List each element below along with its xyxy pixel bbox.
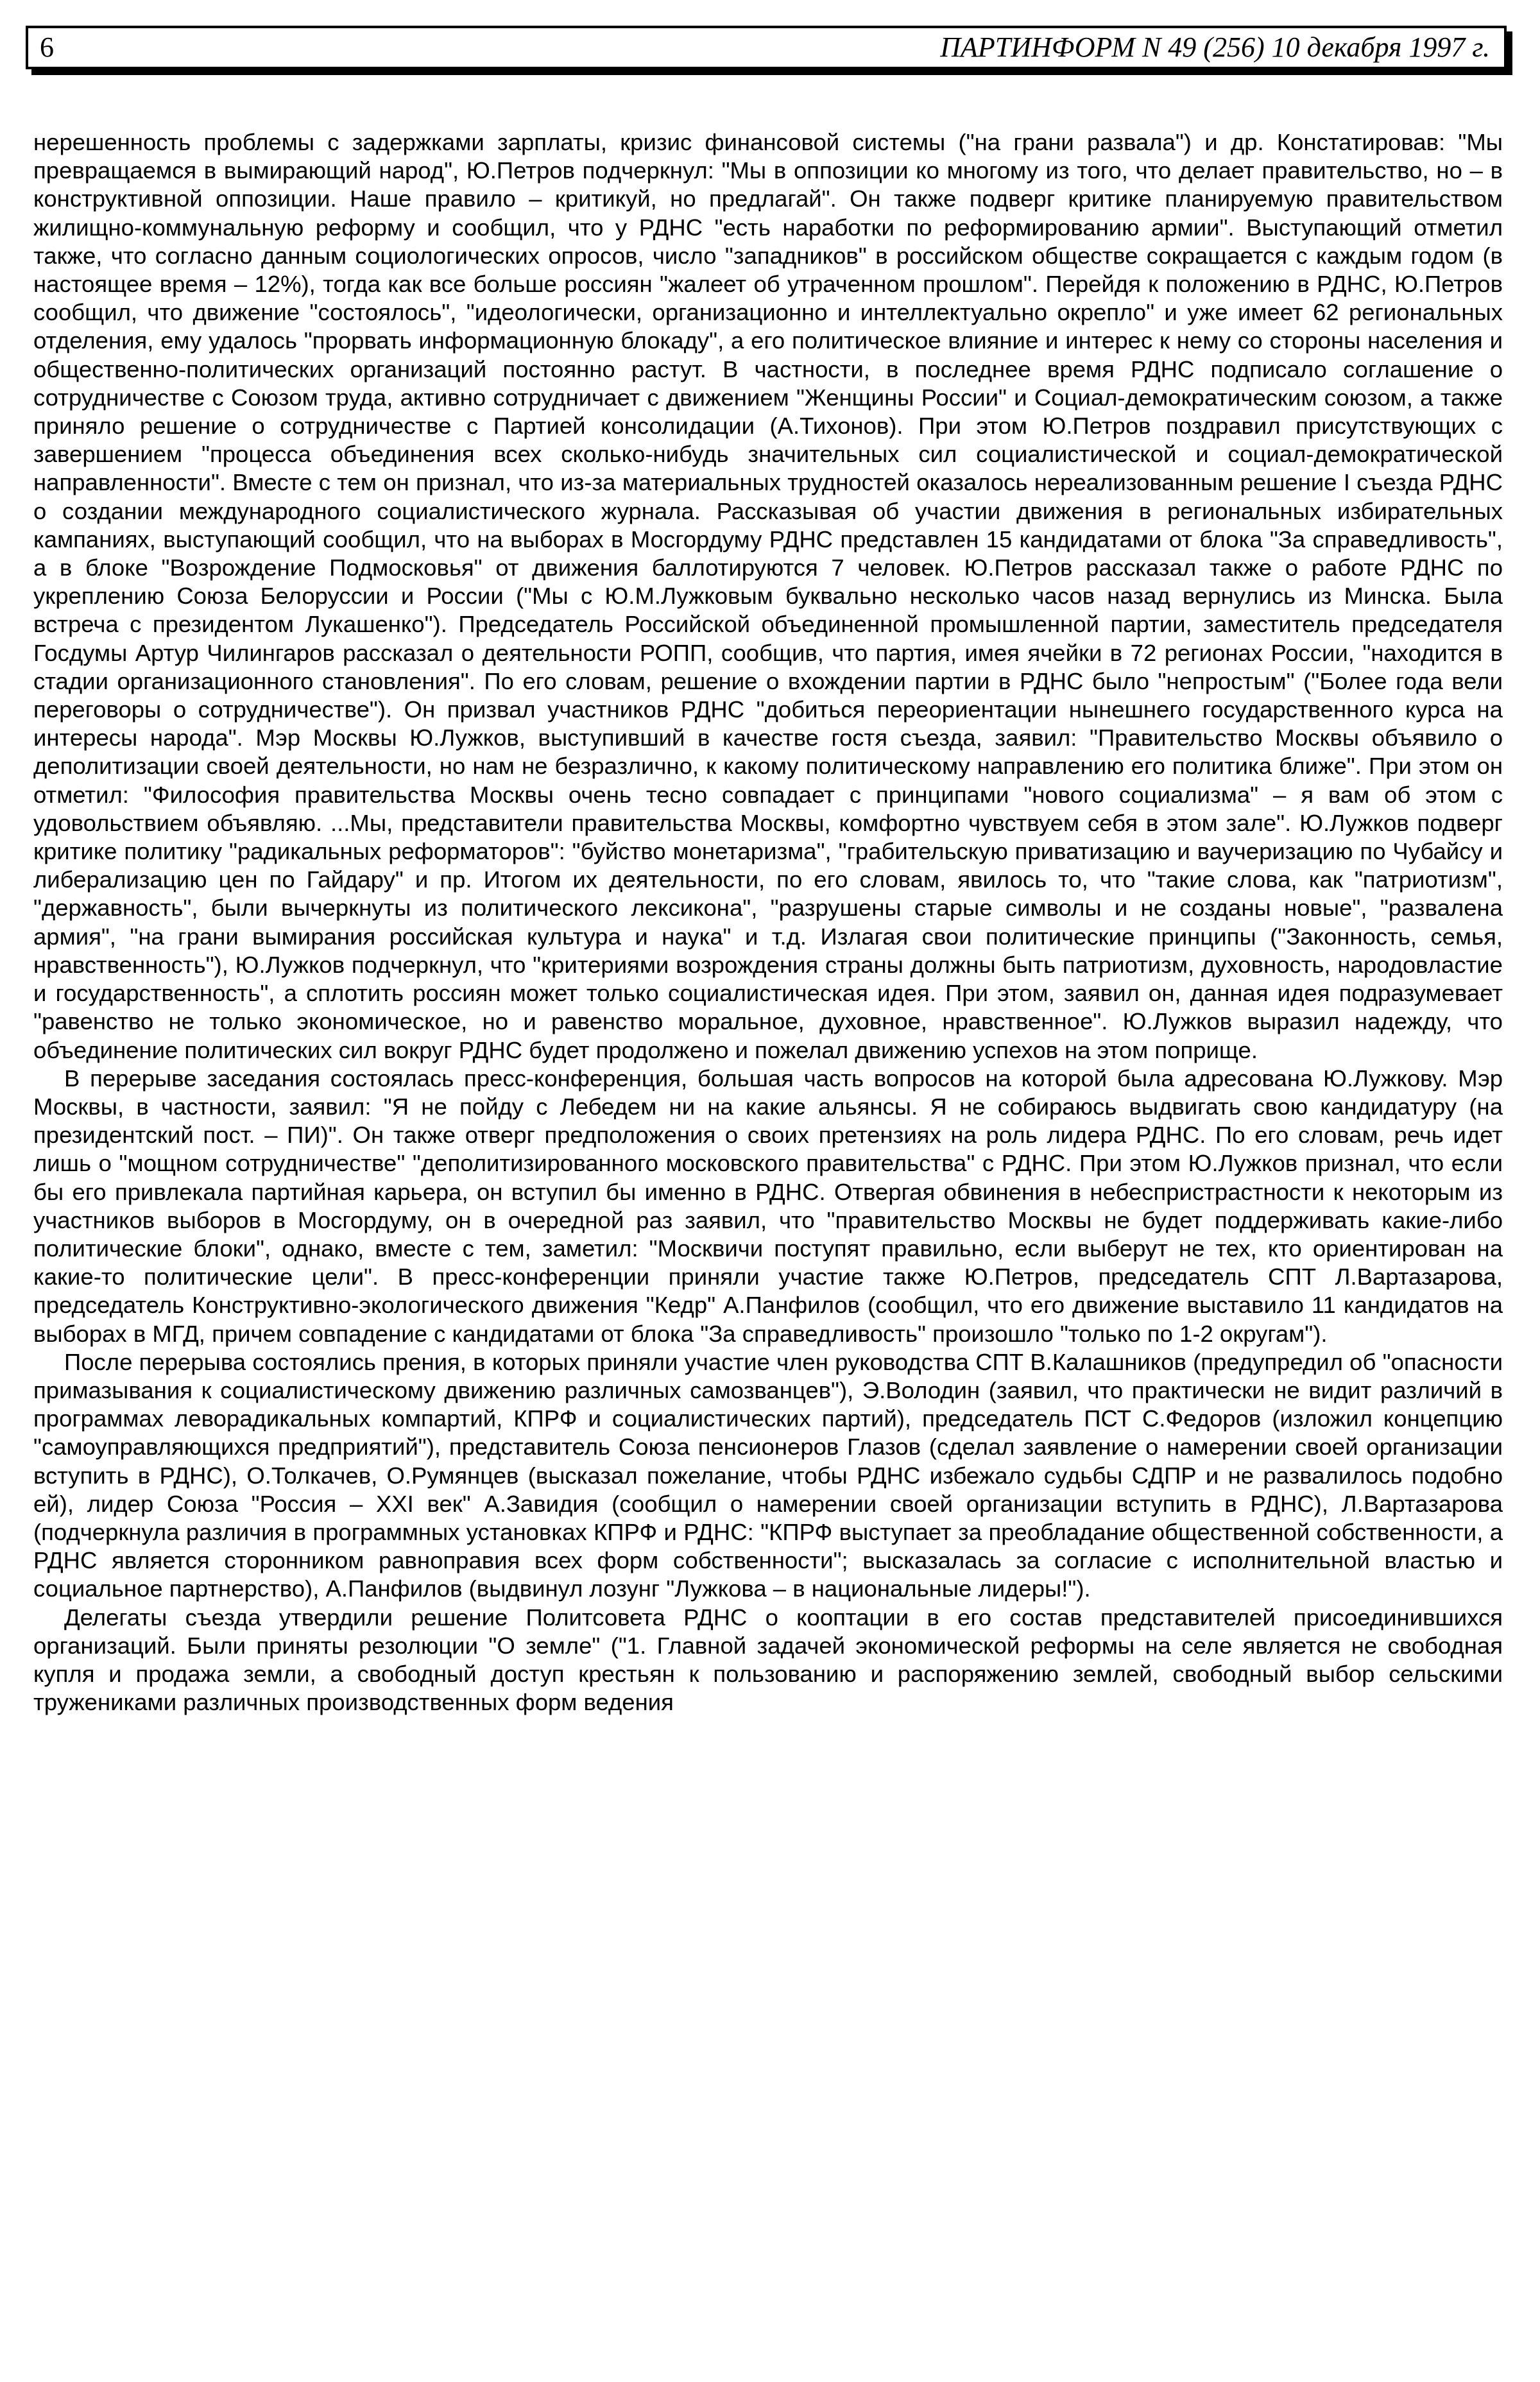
- issue-line: ПАРТИНФОРМ N 49 (256) 10 декабря 1997 г.: [940, 31, 1490, 63]
- page-number: 6: [40, 31, 54, 63]
- paragraph-1: нерешенность проблемы с задержками зарплаты, кризис финансовой системы ("на грани развала") и др. Констатировав: "Мы превращаемся в вымирающий народ", Ю.Петров подчеркнул: "Мы в оппозиции ко многому из того, что делает правительство, но – в конструктивной оппозиции. Наше правило – критикуй, но предлагай". Он также подверг критике планируемую правительством жилищно-коммунальную реформу и сообщил, что у РДНС "есть наработки по реформированию армии". Выступающий отметил также, что согласно данным социологических опросов, число "западников" в российском обществе сокращается с каждым годом (в настоящее время – 12%), тогда как все больше россиян "жалеет об утраченном прошлом". Перейдя к положению в РДНС, Ю.Петров сообщил, что движение "состоялось", "идеологически, организационно и интеллектуально окрепло" и уже имеет 62 региональных отделения, ему удалось "прорвать информационную блокаду", а его политическое влияние и интерес к нему со стороны населения и общественно-политических организаций постоянно растут. В частности, в последнее время РДНС подписало соглашение о сотрудничестве с Союзом труда, активно сотрудничает с движением "Женщины России" и Социал-демократическим союзом, а также приняло решение о сотрудничестве с Партией консолидации (А.Тихонов). При этом Ю.Петров поздравил присутствующих с завершением "процесса объединения всех сколько-нибудь значительных сил социалистической и социал-демократической направленности". Вместе с тем он признал, что из-за материальных трудностей оказалось нереализованным решение I съезда РДНС о создании международного социалистического журнала. Рассказывая об участии движения в региональных избирательных кампаниях, выступающий сообщил, что на выборах в Мосгордуму РДНС представлен 15 кандидатами от блока "За справедливость", а в блоке "Возрождение Подмосковья" от движения баллотируются 7 человек. Ю.Петров рассказал также о работе РДНС по укреплению Союза Белоруссии и России ("Мы с Ю.М.Лужковым буквально несколько часов назад вернулись из Минска. Была встреча с президентом Лукашенко"). Председатель Российской объединенной промышленной партии, заместитель председателя Госдумы Артур Чилингаров рассказал о деятельности РОПП, сообщив, что партия, имея ячейки в 72 регионах России, "находится в стадии организационного становления". По его словам, решение о вхождении партии в РДНС было "непростым" ("Более года вели переговоры о сотрудничестве"). Он призвал участников РДНС "добиться переориентации нынешнего государственного курса на интересы народа". Мэр Москвы Ю.Лужков, выступивший в качестве гостя съезда, заявил: "Правительство Москвы объявило о деполитизации своей деятельности, но нам не безразлично, к какому политическому направлению его политика ближе". При этом он отметил: "Философия правительства Москвы очень тесно совпадает с принципами "нового социализма" – я вам об этом с удовольствием объявляю. ...Мы, представители правительства Москвы, комфортно чувствуем себя в этом зале". Ю.Лужков подверг критике политику "радикальных реформаторов": "буйство монетаризма", "грабительскую приватизацию и ваучеризацию по Чубайсу и либерализацию цен по Гайдару" и пр. Итогом их деятельности, по его словам, явилось то, что "такие слова, как "патриотизм", "державность", были вычеркнуты из политического лексикона", "разрушены старые символы и не созданы новые", "развалена армия", "на грани вымирания российская культура и наука" и т.д. Излагая свои политические принципы ("Законность, семья, нравственность"), Ю.Лужков подчеркнул, что "критериями возрождения страны должны быть патриотизм, духовность, народовластие и государственность", а сплотить россиян может только социалистическая идея. При этом, заявил он, данная идея подразумевает "равенство не только экономическое, но и равенство моральное, духовное, нравственное". Ю.Лужков выразил надежду, что объединение политических сил вокруг РДНС будет продолжено и пожелал движению успехов на этом поприще.: [33, 129, 1503, 1063]
- paragraph-2: В перерыве заседания состоялась пресс-конференция, большая часть вопросов на которой была адресована Ю.Лужкову. Мэр Москвы, в частности, заявил: "Я не пойду с Лебедем ни на какие альянсы. Я не собираюсь выдвигать свою кандидатуру (на президентский пост. – ПИ)". Он также отверг предположения о своих претензиях на роль лидера РДНС. По его словам, речь идет лишь о "мощном сотрудничестве" "деполитизированного московского правительства" с РДНС. При этом Ю.Лужков признал, что если бы его привлекала партийная карьера, он вступил бы именно в РДНС. Отвергая обвинения в небеспристрастности к некоторым из участников выборов в Мосгордуму, он в очередной раз заявил, что "правительство Москвы не будет поддерживать какие-либо политические блоки", однако, вместе с тем, заметил: "Москвичи поступят правильно, если выберут не тех, кто ориентирован на какие-то политические цели". В пресс-конференции приняли участие также Ю.Петров, председатель СПТ Л.Вартазарова, председатель Конструктивно-экологического движения "Кедр" А.Панфилов (сообщил, что его движение выставило 11 кандидатов на выборах в МГД, причем совпадение с кандидатами от блока "За справедливость" произошло "только по 1-2 округам").: [33, 1065, 1503, 1347]
- article-body: [33, 128, 1503, 1717]
- paragraph-4: Делегаты съезда утвердили решение Политсовета РДНС о кооптации в его состав представителей присоединившихся организаций. Были приняты резолюции "О земле" ("1. Главной задачей экономической реформы на селе является не свободная купля и продажа земли, а свободный доступ крестьян к пользованию и распоряжению землей, свободный выбор сельскими тружениками различных производственных форм ведения: [33, 1604, 1503, 1716]
- paragraph-3: После перерыва состоялись прения, в которых приняли участие член руководства СПТ В.Калашников (предупредил об "опасности примазывания к социалистическому движению различных самозванцев"), Э.Володин (заявил, что практически не видит различий в программах леворадикальных компартий, КПРФ и социалистических партий), председатель ПСТ С.Федоров (изложил концепцию "самоуправляющихся предприятий"), представитель Союза пенсионеров Глазов (сделал заявление о намерении своей организации вступить в РДНС), О.Толкачев, О.Румянцев (высказал пожелание, чтобы РДНС избежало судьбы СДПР и не развалилось подобно ей), лидер Союза "Россия – XXI век" А.Завидия (сообщил о намерении своей организации вступить в РДНС), Л.Вартазарова (подчеркнула различия в программных установках КПРФ и РДНС: "КПРФ выступает за преобладание общественной собственности, а РДНС является сторонником равноправия всех форм собственности"; высказалась за согласие с исполнительной властью и социальное партнерство), А.Панфилов (выдвинул лозунг "Лужкова – в национальные лидеры!").: [33, 1348, 1503, 1602]
- page-header: [26, 26, 1507, 69]
